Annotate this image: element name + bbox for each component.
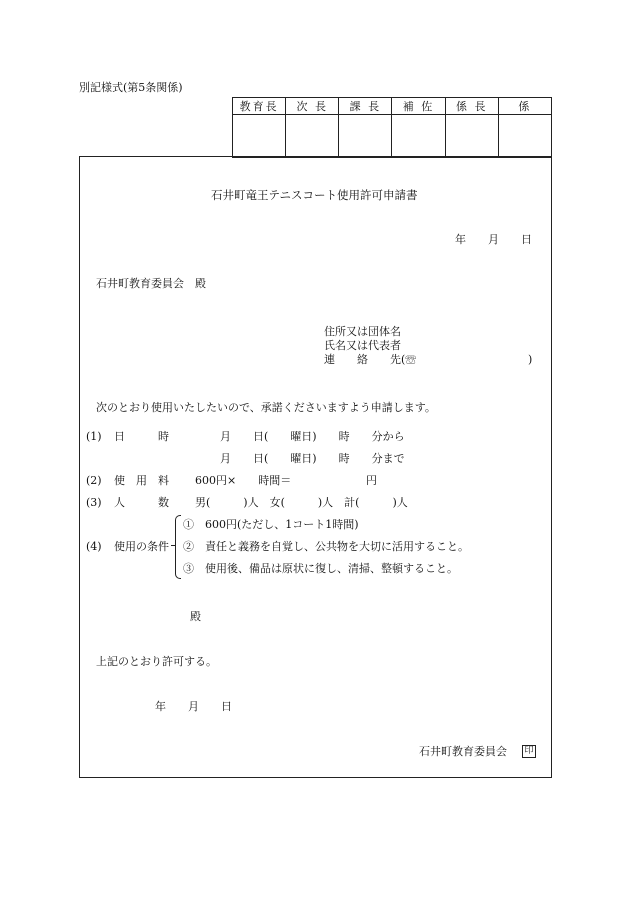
item2-label: 使 用 料 — [114, 474, 169, 487]
condition-item: ① 600円(ただし、1コート1時間) — [183, 518, 359, 531]
approval-role: 係 — [498, 98, 551, 115]
item1-number: (1) — [86, 430, 102, 443]
approval-stamp-cell[interactable] — [498, 115, 551, 158]
phone-icon: ☏ — [405, 353, 417, 366]
name-label: 氏名又は代表者 — [324, 339, 401, 352]
contact-row — [324, 353, 416, 367]
approval-stamp-cell[interactable] — [286, 115, 339, 158]
approval-stamp-cell[interactable] — [445, 115, 498, 158]
address-label: 住所又は団体名 — [324, 325, 401, 338]
condition-item: ③ 使用後、備品は原状に復し、清掃、整頓すること。 — [183, 562, 458, 575]
approval-role: 補 佐 — [392, 98, 445, 115]
form-number: 別記様式(第5条関係) — [79, 81, 183, 94]
form-frame — [79, 156, 552, 778]
application-date: 年 月 日 — [455, 233, 532, 246]
condition-brace-tip — [171, 545, 176, 546]
approval-table — [232, 97, 552, 158]
condition-item: ② 責任と義務を自覚し、公共物を大切に活用すること。 — [183, 540, 469, 553]
permit-addressee: 殿 — [190, 610, 201, 623]
item3-number: (3) — [86, 496, 102, 509]
item1-label: 日 時 — [114, 430, 169, 443]
form-title: 石井町竜王テニスコート使用許可申請書 — [211, 188, 418, 202]
condition-brace — [175, 515, 181, 579]
item1-to: 月 日( 曜日) 時 分まで — [220, 452, 405, 465]
approval-role: 課 長 — [339, 98, 392, 115]
contact-close: ) — [528, 353, 533, 366]
approval-role: 教育長 — [233, 98, 286, 115]
seal-stamp: 印 — [522, 745, 536, 758]
issuer: 石井町教育委員会 — [419, 745, 507, 758]
item1-from: 月 日( 曜日) 時 分から — [220, 430, 405, 443]
approval-stamp-cell[interactable] — [339, 115, 392, 158]
item2-content: 600円× 時間＝ — [195, 474, 292, 487]
approval-role: 係 長 — [445, 98, 498, 115]
item3-label: 人 数 — [114, 496, 169, 509]
item4-number: (4) — [86, 540, 102, 553]
approval-role: 次 長 — [286, 98, 339, 115]
contact-label: 連 絡 先( — [324, 353, 406, 366]
item4-label: 使用の条件 — [114, 540, 169, 553]
permit-date: 年 月 日 — [155, 700, 232, 713]
item2-unit: 円 — [366, 474, 377, 487]
permit-text: 上記のとおり許可する。 — [96, 655, 217, 668]
approval-stamp-cell[interactable] — [233, 115, 286, 158]
addressee: 石井町教育委員会 殿 — [96, 277, 206, 290]
approval-stamp-cell[interactable] — [392, 115, 445, 158]
item2-number: (2) — [86, 474, 102, 487]
item3-content: 男( )人 女( )人 計( )人 — [195, 496, 408, 509]
request-text: 次のとおり使用いたしたいので、承諾くださいますよう申請します。 — [96, 401, 436, 414]
